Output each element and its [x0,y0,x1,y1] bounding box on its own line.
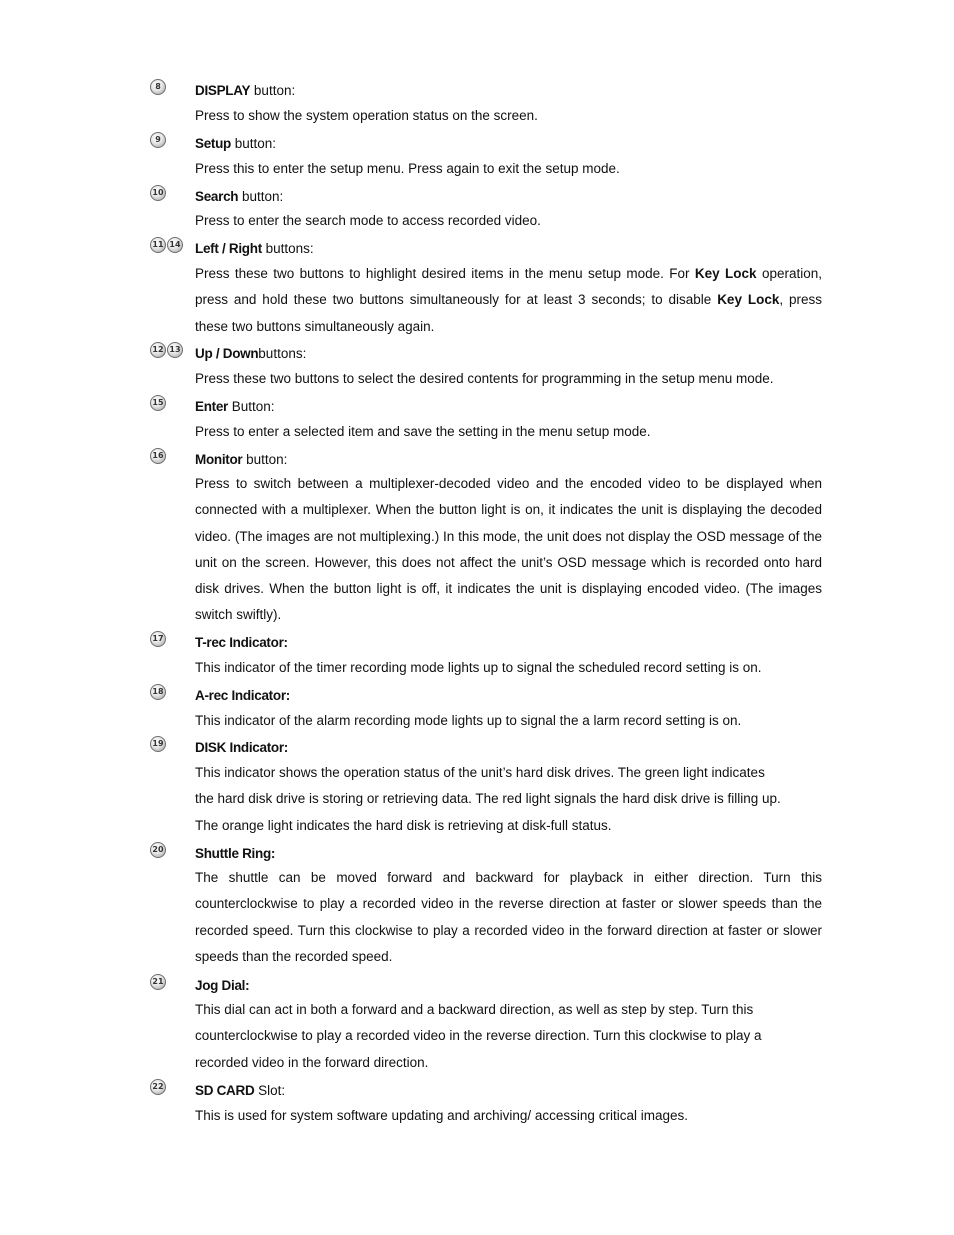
number-badge-icon: 19 [150,736,166,752]
number-badge-icon: 9 [150,132,166,148]
number-badge-icon: 11 [150,237,166,253]
number-badge-icon: 14 [167,237,183,253]
item-title-suffix: buttons: [258,346,307,361]
item-title: Up / Down [195,346,259,361]
item-description: Press to enter a selected item and save the setting in the menu setup mode. [195,424,651,439]
description-line: recorded video in the forward direction. [195,1054,429,1070]
item-description: Press to show the system operation status on the screen. [195,108,538,123]
item-description [195,760,822,839]
item-title-suffix: button: [242,452,288,467]
item-description: Press to enter the search mode to access recorded video. [195,213,541,228]
item-title-suffix: buttons: [261,241,314,256]
item-description: Press to switch between a multiplexer-decoded video and the encoded video to be displayed when connected with a multiplexer. When the button light is on, it indicates the unit is displaying the decoded video. (The images are not multiplexing.) In this mode, the unit does not display the OSD message of the unit on the screen. However, this does not affect the unit’s OSD message which is recorded onto hard disk drives. When the button light is off, it indicates the unit is displaying encoded video. (The images switch swiftly). [195,476,822,623]
number-badge-icon: 21 [150,974,166,990]
item-description: Press this to enter the setup menu. Press again to exit the setup mode. [195,161,620,176]
item-description: Press these two buttons to highlight desired items in the menu setup mode. For Key Lock operation, press and hold these two buttons simultaneously for at least 3 seconds; to disable Key Lock, press these two buttons simultaneously again. [195,266,823,334]
number-badge-icon: 15 [150,395,166,411]
item-title: Search [195,189,239,204]
item-title: Monitor [195,452,243,467]
item-title-suffix: button: [238,189,284,204]
key-lock-term: Key Lock [717,292,780,308]
number-badge-icon: 13 [167,342,183,358]
description-line: The orange light indicates the hard disk is retrieving at disk-full status. [195,817,612,833]
item-title: T-rec Indicator: [195,635,288,650]
key-lock-term: Key Lock [694,266,757,281]
description-line: counterclockwise to play a recorded video in the reverse direction. Turn this clockwise to play a [195,1028,762,1044]
item-title: A-rec Indicator: [195,688,290,703]
item-title: Enter [195,399,229,414]
description-line: This indicator shows the operation status of the unit’s hard disk drives. The green light indicates [195,765,765,780]
number-badge-icon: 22 [150,1079,166,1095]
item-description: This indicator of the timer recording mode lights up to signal the scheduled record setting is on. [195,660,762,675]
item-title: Jog Dial: [195,978,250,993]
item-title: Left / Right [195,241,262,256]
number-badge-icon: 8 [150,79,166,95]
number-badge-icon: 20 [150,842,166,858]
item-description: The shuttle can be moved forward and backward for playback in either direction. Turn this counterclockwise to play a recorded video in the reverse direction at faster or slower speeds than the recorded speed. Turn this clockwise to play a recorded video in the forward direction at faster or slower speeds than the recorded speed. [195,870,822,964]
description-line: the hard disk drive is storing or retrieving data. The red light signals the hard disk drive is filling up. [195,791,781,807]
item-description: This indicator of the alarm recording mode lights up to signal the a larm record setting is on. [195,713,742,728]
item-description [195,997,822,1076]
item-title: DISPLAY [195,83,251,98]
number-badge-icon: 10 [150,185,166,201]
item-title: DISK Indicator: [195,740,289,755]
item-title-suffix: button: [250,83,296,98]
description-line: This dial can act in both a forward and a backward direction, as well as step by step. Turn this [195,1002,754,1017]
item-description: Press these two buttons to select the desired contents for programming in the setup menu mode. [195,371,774,386]
item-title: Setup [195,136,232,151]
number-badge-icon: 17 [150,631,166,647]
item-title-suffix: button: [231,136,277,151]
item-title: SD CARD [195,1083,255,1098]
number-badge-icon: 16 [150,448,166,464]
item-title-suffix: Button: [228,399,275,414]
item-title: Shuttle Ring: [195,846,276,861]
item-title-suffix: Slot: [254,1083,286,1098]
item-description: This is used for system software updating and archiving/ accessing critical images. [195,1108,688,1123]
number-badge-icon: 18 [150,684,166,700]
number-badge-icon: 12 [150,342,166,358]
